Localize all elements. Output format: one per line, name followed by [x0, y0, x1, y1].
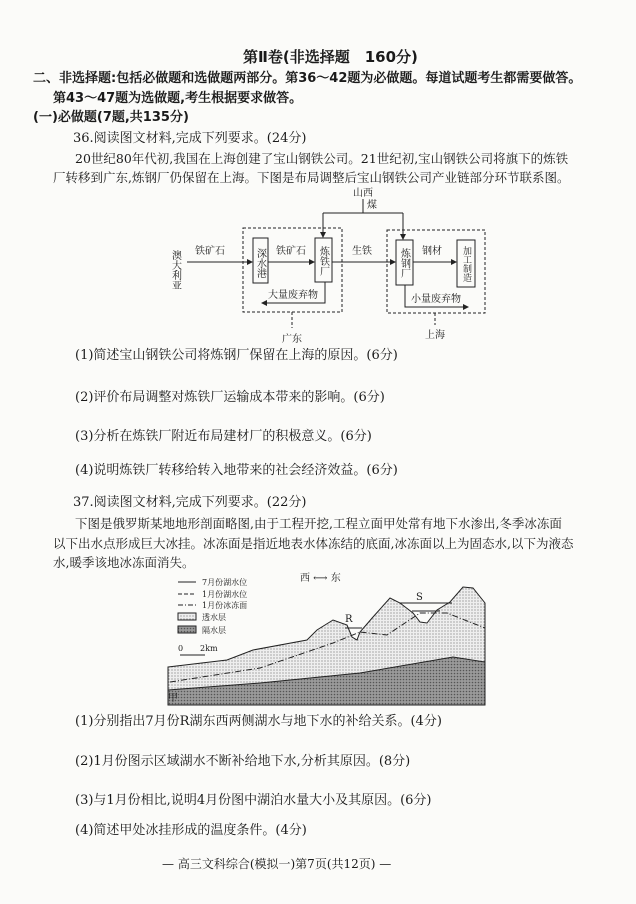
scale-2km: 2km — [200, 644, 218, 653]
q37-material: 下图是俄罗斯某地地形剖面略图,由于工程开挖,工程立面甲处常有地下水渗出,冬季冰冻面 — [75, 516, 562, 531]
label-iron-ore: 铁矿石 — [276, 246, 306, 257]
label-steelworks: 炼钢厂 — [398, 248, 410, 278]
part-heading: (一)必做题(7题,共135分) — [33, 110, 189, 125]
label-coal: 煤 — [367, 200, 377, 211]
instruction-line: 二、非选择题:包括必做题和选做题两部分。第36～42题为必做题。每道试题考生都需要做答。 — [33, 71, 582, 86]
label-shanxi: 山西 — [353, 188, 373, 199]
label-waste-large: 大量废弃物 — [268, 290, 318, 301]
q37-question: (1)分别指出7月份R湖东西两侧湖水与地下水的补给关系。(4分) — [75, 714, 442, 729]
label-ironworks: 炼铁厂 — [317, 246, 329, 276]
q36-question: (3)分析在炼铁厂附近布局建材厂的积极意义。(6分) — [75, 429, 372, 444]
direction-label: 西 ⟷ 东 — [300, 573, 341, 584]
q37-title: 37.阅读图文材料,完成下列要求。(22分) — [73, 495, 307, 510]
label-iron-ore: 铁矿石 — [195, 246, 225, 257]
q36-question: (4)说明炼铁厂转移给转入地带来的社会经济效益。(6分) — [75, 463, 398, 478]
legend-item: 1月份湖水位 — [202, 590, 248, 599]
legend-item: 透水层 — [202, 613, 226, 622]
q36-material: 20世纪80年代初,我国在上海创建了宝山钢铁公司。21世纪初,宝山钢铁公司将旗下的炼铁 — [75, 151, 569, 166]
q36-question: (2)评价布局调整对炼铁厂运输成本带来的影响。(6分) — [75, 390, 385, 405]
legend-item: 隔水层 — [202, 626, 226, 635]
lake-r-label: R — [345, 614, 353, 625]
label-steel: 钢材 — [422, 246, 442, 257]
q37-material: 水,暖季该地冰冻面消失。 — [53, 555, 195, 570]
q36-material: 厂转移到广东,炼钢厂仍保留在上海。下图是布局调整后宝山钢铁公司产业链部分环节联系图。 — [53, 170, 570, 185]
label-australia: 澳大利亚 — [169, 250, 181, 290]
label-port: 深水港 — [254, 248, 266, 278]
q36-title: 36.阅读图文材料,完成下列要求。(24分) — [73, 131, 307, 146]
q37-question: (2)1月份图示区域湖水不断补给地下水,分析其原因。(8分) — [75, 754, 411, 769]
lake-s-label: S — [416, 592, 423, 603]
q37-material: 以下出水点形成巨大冰挂。冰冻面是指近地表水体冻结的底面,冰冻面以上为固态水,以下为液态 — [53, 536, 574, 551]
scale-zero: 0 — [178, 644, 184, 653]
label-shanghai: 上海 — [425, 330, 445, 341]
label-waste-small: 小量废弃物 — [411, 294, 461, 305]
label-processing: 加工制造 — [461, 246, 471, 282]
q36-question: (1)简述宝山钢铁公司将炼钢厂保留在上海的原因。(6分) — [75, 348, 398, 363]
point-jia-label: 甲 — [168, 693, 178, 704]
q37-question: (3)与1月份相比,说明4月份图中湖泊水量大小及其原因。(6分) — [75, 793, 432, 808]
label-guangdong: 广东 — [282, 334, 302, 345]
page-footer: — 高三文科综合(模拟一)第7页(共12页) — — [162, 857, 392, 871]
label-pig-iron: 生铁 — [352, 246, 372, 257]
section-title: 第Ⅱ卷(非选择题 160分) — [243, 48, 418, 66]
legend-item: 7月份湖水位 — [202, 578, 248, 587]
legend-item: 1月份冰冻面 — [202, 601, 248, 610]
q37-question: (4)简述甲处冰挂形成的温度条件。(4分) — [75, 823, 307, 838]
instruction-line: 第43～47题为选做题,考生根据要求做答。 — [53, 91, 303, 106]
